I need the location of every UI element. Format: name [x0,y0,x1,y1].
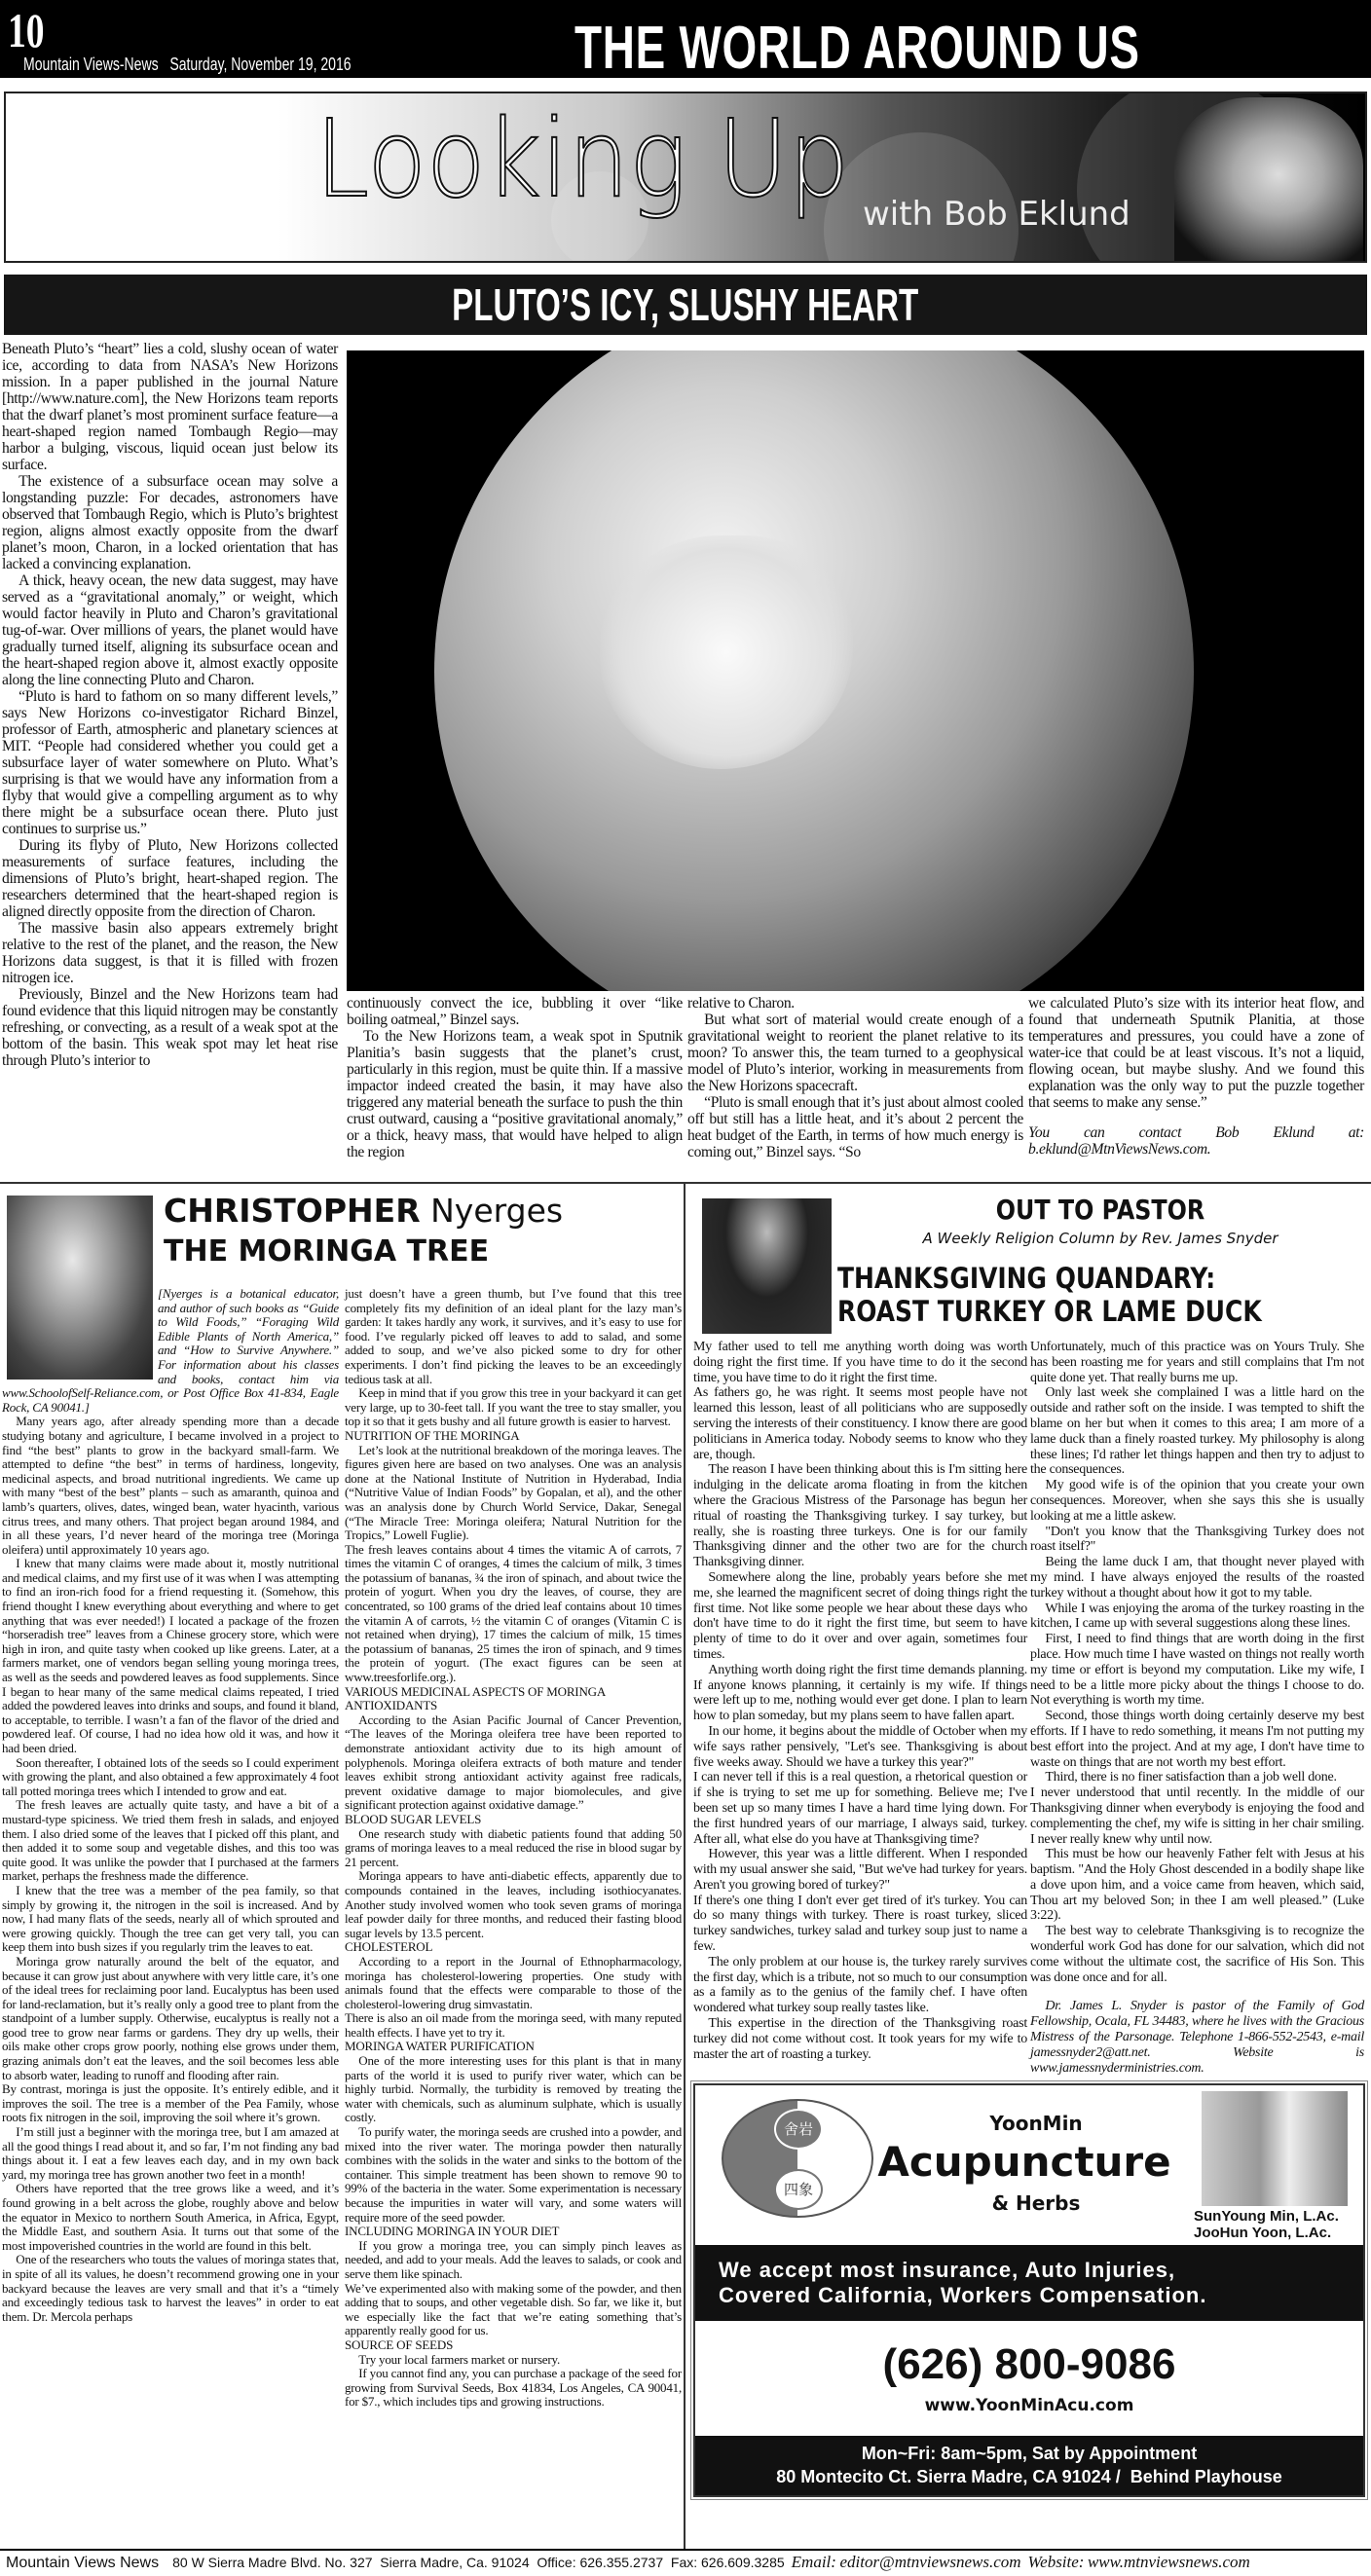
bio-end: , or Post Office Box 41-834, Eagle Rock, CA 90041.] [2,1385,339,1415]
looking-up-banner [4,92,1367,263]
footer-paper-name: Mountain Views News [6,2555,160,2571]
paragraph: we calculated Pluto’s size with its interior heat flow, and found that underneath Sputnik Planitia, at those temperatures and pressures, you could have a zone of water-ice that could be at least viscous. It’s not a liquid, flowing ocean, but maybe slushy. And we found this explanation was the only way to put the puzzle together that seems to make any sense.” [1028,995,1364,1111]
paragraph: There is also an oil made from the moringa seed, with many reputed health effects. I have yet to try it. [345,2010,682,2040]
banner-title: Looking Up [315,96,850,221]
pluto-column-3 [687,995,1023,1160]
paragraph: Beneath Pluto’s “heart” lies a cold, slushy ocean of water ice, according to data from NASA’s New Horizons mission. In a paper published in the journal Nature [http://www.nature.com], the New Horizons team reports that the dwarf planet’s most prominent surface feature—a heart-shaped region named Tombaugh Regio—may harbor a bulging, viscous, liquid ocean just below its surface. [2,341,338,473]
paragraph: By contrast, moringa is just the opposite. It’s entirely edible, and it improves the soil. The tree is a member of the Pea Family, whose roots fix nitrogen in the soil, improving the soil where it’s grown. [2,2081,339,2125]
paragraph: If you cannot find any, you can purchase a package of the seed for growing from Survival Seeds, Box 41834, Los Angeles, CA 90041, for $7., which includes tips and growing instructions. [345,2366,682,2410]
paragraph: To the New Horizons team, a weak spot in Sputnik Planitia’s basin suggests that the planet’s crust, particularly in this region, must be quite thin. If a massive impactor indeed created the basin, it may have also triggered any material beneath the surface to push the thin crust outward, causing a “positive gravitational anomaly,” or a thick, heavy mass, that would have helped to align the region [347,1028,683,1160]
banner-subtitle: with Bob Eklund [863,195,1130,234]
paragraph: The reason I have been thinking about this is I'm sitting here indulging in the delicate aroma floating in from the kitchen where the Gracious Mistress of the Parsonage has begun her ritual of roasting the Thanksgiving turkey. I say turkey, but really, she is roasting three turkeys. One is for our family Thanksgiving dinner and the other two are for the church Thanksgiving dinner. [693,1462,1027,1570]
author-byline [164,1192,563,1231]
ad-phone[interactable]: (626) 800-9086 [882,2340,1176,2389]
paragraph: “Pluto is hard to fathom on so many different levels,” says New Horizons co-investigator Richard Binzel, professor of Earth, atmospheric and planetary sciences at MIT. “People had considered whether you could get a subsurface layer of water somewhere on Pluto. What’s surprising is that we would have any information from a flyby that would give a compelling argument as to why there might be a subsurface ocean there. Pluto just continues to surprise us.” [2,688,338,837]
footer-website-label: Website: [1027,2553,1085,2571]
subheading: INCLUDING MORINGA IN YOUR DIET [345,2224,560,2239]
paragraph: The fresh leaves are actually quite tasty, and have a bit of a mustard-type spiciness. We tried them fresh in salads, and enjoyed them. I also dried some of the leaves that I picked off this plant, and then added it to some soup and vegetable dishes, and this too was quite good. It was unlike the powder that I purchased at the farmers market, perhaps the freshness made the difference. [2,1797,339,1884]
bio-text: [Nyerges is a botanical educator, and author of such books as “Guide to Wild Foods,” “Foraging Wild Edible Plants of North America,” and “How to Survive Anywhere.” For information about his classes and books, contact him via [158,1286,339,1386]
pluto-column-4 [1028,995,1364,1111]
ad-service-sub: & Herbs [991,2191,1081,2216]
paragraph: The existence of a subsurface ocean may solve a longstanding puzzle: For decades, astronomers have observed that Tombaugh Regio, which is Pluto’s brightest region, aligns almost exactly opposite from the dwarf planet’s moon, Charon, in a locked orientation that has lacked a convincing explanation. [2,473,338,572]
bio-link[interactable]: www.SchoolofSelf-Reliance.com [2,1385,161,1401]
paragraph: I can never tell if this is a real question, a rhetorical question or if she is trying to set me up for something. Believe me; I've been set up so many times I have a hard time lying down. For the first hundred years of our marriage, I always said, turkey. After all, what else do you have at Thanksgiving time? [693,1770,1027,1847]
acupuncture-ad [693,2083,1365,2497]
footer-email-label: Email: [791,2553,836,2571]
paragraph: If you grow a moringa tree, you can simply pinch leaves as needed, and add to your meals. Add the leaves to salads, or cook and serve them like spinach. [345,2237,682,2281]
author-first-name: CHRISTOPHER [164,1192,421,1230]
paragraph: Second, those things worth doing certainly deserve my best efforts. If I have to redo something, it means I'm not putting my best effort into the project. And at my age, I don't have time to waste on things that are not worth my best effort. [1030,1709,1364,1770]
paragraph: Anything worth doing right the first time demands planning. If anyone knows planning, it certainly is my wife. If things were left up to me, nothing would ever get done. I plan to learn how to plan someday, but my plans seem to have fallen apart. [693,1662,1027,1724]
section-divider [0,1182,1371,1184]
footer-address: 80 W Sierra Madre Blvd. No. 327 Sierra Madre, Ca. 91024 Office: 626.355.2737 Fax: 626.609.3285 [172,2555,785,2570]
paragraph: Being the lame duck I am, that thought never played with my mind. I have always enjoyed the results of the roasted turkey without a thought about how it got to my table. [1030,1555,1364,1601]
insurance-line-1: We accept most insurance, Auto Injuries, [719,2258,1176,2283]
paragraph: The only problem at our house is, the turkey rarely survives the first day, which is a tribute, not so much to our consumption as a family as to the genius of the family chef. I have often wondered what turkey soup really tastes like. [693,1954,1027,2016]
column-title: OUT TO PASTOR [995,1194,1205,1226]
paragraph: One research study with diabetic patients found that adding 50 grams of moringa leaves to a meal reduced the rise in blood sugar by 21 percent. [345,1825,682,1869]
page-header [0,0,1371,82]
paragraph: According to the Asian Pacific Journal of Cancer Prevention, “The leaves of the Moringa oleifera tree have been reported to demonstrate antioxidant activity due to its high amount of polyphenols. Moringa oleifera extracts of both mature and tender leaves exhibit strong antioxidant activity against free radicals, prevent oxidative damage to major biomolecules, and give significant protection against oxidative damage.” [345,1711,682,1813]
moringa-column-1 [2,1415,339,2324]
headline-line-2: ROAST TURKEY OR LAME DUCK [837,1295,1262,1328]
paragraph: relative to Charon. [687,995,795,1012]
practitioner-name: SunYoung Min, L.Ac. [1194,2208,1339,2226]
moringa-headline: THE MORINGA TREE [164,1234,490,1269]
masthead-date: Mountain Views-News Saturday, November 19, 2016 [23,55,352,74]
pastor-photo [702,1198,832,1334]
pastor-columns [693,1340,1365,2076]
paragraph: just doesn’t have a green thumb, but I’ve found that this tree completely fits my definition of an ideal plant for the lazy man’s garden: It takes hardly any work, it survives, and it’s easy to use for food. I’ve regularly picked off leaves to add to salad, and some added to soup, and we’ve also picked some to dry for other experiments. I don’t find picking the leaves to be an exceedingly tedious task at all. [345,1286,682,1386]
heart-region [600,535,853,769]
practitioner-name: JooHun Yoon, L.Ac. [1194,2225,1332,2242]
paragraph: Only last week she complained I was a little hard on the outside and rather soft on the inside. I was tempted to shift the blame on her but when it comes to this area; I am more of a lame duck than a finely roasted turkey. My philosophy is along these lines; I'd rather let things happen and then try to adjust to the consequences. [1030,1385,1364,1478]
paragraph: continuously convect the ice, bubbling it over “like boiling oatmeal,” Binzel says. [347,995,683,1028]
paragraph: One of the researchers who touts the values of moringa states that, in spite of all its values, he doesn’t recommend growing one in your backyard because the leaves are very small and that it’s a “timely and exceedingly tedious task to harvest the leaves” in order to eat them. Dr. Mercola perhaps [2,2252,340,2324]
pluto-column-2 [347,995,683,1160]
subheading: MORINGA WATER PURIFICATION [345,2039,535,2054]
page-footer [0,2549,1371,2575]
subheading: CHOLESTEROL [345,1939,433,1955]
paragraph: But what sort of material would create enough of a gravitational weight to reorient the planet relative to its moon? To answer this, the team turned to a geophysical model of Pluto’s interior, working in measurements from the New Horizons spacecraft. [687,1012,1023,1094]
pluto-photo [347,350,1364,991]
paragraph: I knew that the tree was a member of the pea family, so that simply by growing it, the nitrogen in the soil is increased. And by now, I had many flats of the seeds, nearly all of which sprouted and were growing quickly. Though the tree can get very tall, you can keep them into bush sizes if you regularly trim the leaves to eat. [2,1882,339,1955]
author-last-name: Nyerges [430,1192,564,1230]
paragraph: Third, there is no finer satisfaction than a job well done. [1045,1770,1337,1785]
paragraph: I’m still just a beginner with the moringa tree, but I am amazed at all the good things I read about it, and so far, I’m not finding any bad things about it. I eat a few leaves each day, and in my own back yard, my moringa tree has grown another two feet in a month! [2,2124,339,2182]
ad-service: Acupuncture [877,2138,1171,2187]
paragraph: This must be how our heavenly Father felt with Jesus at his baptism. "And the Holy Ghost descended in a bodily shape like a dove upon him, and a voice came from heaven, which said, Thou art my beloved Son; in thee I am well pleased.” (Luke 3:22). [1030,1847,1364,1924]
paragraph: Soon thereafter, I obtained lots of the seeds so I could experiment with growing the plant, and also obtained a few approximately 4 foot tall potted moringa trees which I intended to grow and eat. [2,1754,339,1798]
paragraph: The massive basin also appears extremely bright relative to the rest of the planet, and the reason, the New Horizons data suggest, is that it is filled with frozen nitrogen ice. [2,920,338,986]
ad-hours: Mon~Fri: 8am~5pm, Sat by Appointment [861,2444,1198,2464]
paragraph: Moringa grow naturally around the belt of the equator, and because it can grow just about anywhere with very little care, it’s one of the ideal trees for reclaiming poor land. Eucalyptus has been used for land-reclamation, but it’s really only a good tree to plant from the standpoint of a lumber supply. Otherwise, eucalyptus is really not a good tree to grow near farms or gardens. They dry up wells, their oils make other crops grow poorly, nothing else grows under them, grazing animals don’t eat the leaves, and the soil becomes less able to absorb water, leading to runoff and flooding after rain. [2,1953,339,2082]
photo-spacer [2,1287,158,1384]
subheading: BLOOD SUGAR LEVELS [345,1811,482,1826]
column-divider [684,1184,686,2549]
column-subtitle: A Weekly Religion Column by Rev. James Snyder [922,1230,1278,1247]
paragraph: "Don't you know that the Thanksgiving Turkey does not roast itself?" [1030,1524,1364,1555]
subheading: ANTIOXIDANTS [345,1698,438,1713]
paragraph: During its flyby of Pluto, New Horizons collected measurements of surface features, including the dimensions of Pluto’s bright, heart-shaped region. The researchers determined that the heart-shaped region is aligned directly opposite from the direction of Charon. [2,837,338,920]
subheading: SOURCE OF SEEDS [345,2337,454,2352]
practitioner-names [1194,2208,1339,2241]
paragraph: “Pluto is small enough that it’s just about almost cooled off but still has a little heat, and it’s about 2 percent the heat budget of the Earth, in terms of how much energy is coming out,” Binzel says. “So [687,1094,1024,1160]
paragraph: Somewhere along the line, probably years before she met me, she learned the magnificent secret of doing things right the first time. Not like some people we hear about these days who don't have time to do it right the first time, but seem to have plenty of time to do it over and over again, sometimes four times. [693,1569,1027,1662]
paragraph: While I was enjoying the aroma of the turkey roasting in the kitchen, I came up with several suggestions along these lines. [1030,1601,1364,1632]
paragraph: To purify water, the moringa seeds are crushed into a powder, and mixed into the river water. The moringa powder then naturally combines with the solids in the water and sinks to the bottom of the container. This simple treatment has been shown to remove 90 to 99% of the bacteria in the water. Some experimentation is necessary because the impurities in water will vary, and some waters will require more of the seed powder. [345,2124,682,2225]
footer-website[interactable]: www.mtnviewsnews.com [1087,2553,1250,2571]
paragraph: I knew that many claims were made about it, mostly nutritional and medical claims, and my first use of it was when I was attempting to find an iron-rich food for a friend requesting it. (Somehow, this friend thought I knew everything about everything and where to get anything that was ever needed!) I located a package of the frozen “horseradish tree” leaves from a Chinese grocery store, which were high in iron, and quite tasty when cooked up like greens. Later, at a farmers market, one of vendors began selling young moringa trees, as well as the seeds and powdered leaves as food supplements. Since I began to hear many of the same medical claims repeated, I tried added the powdered leaves into drinks and soups, and found it bland, to acceptable, to terrible. I wasn’t a fan of the flavor of the dried and powdered leaf. Of course, I had no idea how old it was, and how it had been dried. [2,1556,339,1755]
paragraph: My father used to tell me anything worth doing was worth doing right the first time. If you have time to do it the second time, you have time to do it right the first time. [693,1340,1027,1385]
ad-brand: YoonMin [989,2112,1083,2136]
paragraph: A thick, heavy ocean, the new data suggest, may have served as a “gravitational anomaly,” or weight, which would factor heavily in Pluto and Charon’s gravitational tug-of-war. Over millions of years, the planet would have gradually turned itself, aligning its subsurface ocean and the heart-shaped region above it, almost exactly opposite along the line connecting Pluto and Charon. [2,572,338,688]
pastor-column-2 [1030,1340,1364,1985]
paragraph: We’ve experimented also with making some of the powder, and then adding that to soups, and other vegetable dish. So far, we like it, but we especially like the fact that we’re eating something that’s apparently really good for us. [345,2280,682,2338]
footer-email[interactable]: editor@mtnviewsnews.com [839,2553,1021,2571]
headline-line-1: THANKSGIVING QUANDARY: [837,1262,1216,1295]
pastor-flow [693,1340,1365,2497]
paragraph: Previously, Binzel and the New Horizons team had found evidence that this liquid nitrogen may be constantly refreshing, or convecting, as a result of a weak spot at the bottom of the basin. This weak spot may let heat rise through Pluto’s interior to [2,986,338,1069]
paragraph: Moringa appears to have anti-diabetic effects, apparently due to compounds contained in the leaves, including isothiocyanates. Another study involved women who took seven grams of moringa leaf powder daily for three months, and reduced their fasting blood sugar levels by 13.5 percent. [345,1868,682,1940]
paragraph: Unfortunately, much of this practice was on Yours Truly. She has been roasting me for years and still complains that I'm not quite done yet. That really burns me up. [1030,1340,1364,1385]
pastor-column-1 [693,1340,1027,2062]
pastor-column-2-wrap [1030,1340,1364,2076]
paragraph: Keep in mind that if you grow this tree in your backyard it can get very large, up to 30-feet tall. If you want the tree to stay smaller, you top it so that it gets bushy and all future growth is easier to harvest. [345,1385,682,1429]
paragraph: First, I need to find things that are worth doing in the first place. How much time I have wasted on things not really worth my time or effort is beyond my computation. Like my wife, I need to be a little more picky about the things I choose to do. Not everything is worth my time. [1030,1632,1364,1709]
ad-website[interactable]: www.YoonMinAcu.com [924,2396,1134,2416]
pluto-column-1 [2,341,338,1069]
paragraph: In our home, it begins about the middle of October when my wife says rather pensively, "Let's see. Thanksgiving is about five weeks away. Should we have a turkey this year?" [693,1723,1027,1770]
paragraph: Try your local farmers market or nursery. [358,2351,561,2367]
hours-band [695,2436,1363,2495]
page-number: 10 [8,3,45,57]
paragraph: According to a report in the Journal of Ethnopharmacology, moringa has cholesterol-lowering properties. One study with animals found that the effects were comparable to those of the cholesterol-lowering drug simvastatin. [345,1953,682,2011]
article-headline: PLUTO’S ICY, SLUSHY HEART [452,279,919,330]
paragraph: However, this year was a little different. When I responded with my usual answer she said, "But we've had turkey for years. Aren't you growing bored of turkey?" [693,1847,1027,1893]
author-portrait [1174,97,1363,263]
pluto-column-4-wrap [1028,995,1364,1158]
insurance-line-2: Covered California, Workers Compensation. [719,2283,1207,2308]
author-contact: You can contact Bob Eklund at: b.eklund@MtnViewsNews.com. [1028,1124,1364,1158]
subheading: NUTRITION OF THE MORINGA [345,1427,520,1443]
section-title: THE WORLD AROUND US [574,15,1140,82]
subheading: VARIOUS MEDICINAL ASPECTS OF MORINGA [345,1683,607,1699]
paragraph: If there's one thing I don't ever get tired of it's turkey. You can do so many things with turkey. There is roast turkey, sliced turkey sandwiches, turkey salad and turkey soup just to name a few. [693,1893,1027,1955]
insurance-band [695,2245,1363,2321]
practitioners-photo [1202,2091,1348,2206]
pastor-headline [837,1262,1262,1328]
paragraph: I never understood that until recently. In the middle of our Thanksgiving dinner when everybody is enjoying the food and complementing the chef, my wife is sitting in her chair smiling. I never really knew why until now. [1030,1785,1364,1847]
logo-chars-top: 舍岩 [774,2109,823,2150]
moringa-column-2 [345,1287,682,2410]
paragraph: This expertise in the direction of the Thanksgiving roast turkey did not come without cost. It took years for my wife to master the art of roasting a turkey. [693,2016,1027,2062]
paragraph: As fathers go, he was right. It seems most people have not learned this lesson, least of all politicians who are supposedly serving the interests of their constituency. I know there are good politicians in America today. Nobody seems to know who they are, though. [693,1385,1027,1462]
pluto-planet-image [434,350,1194,991]
moringa-left-flow [2,1287,339,2324]
headline-bar [4,275,1367,335]
pastor-bio: Dr. James L. Snyder is pastor of the Family of God Fellowship, Ocala, FL 34483, where he lives with the Gracious Mistress of the Parsonage. Telephone 1-866-552-2543, e-mail jamessnyder2@att.net. Website is www.jamessnyderministries.com. [1030,1999,1364,2076]
logo-chars-bottom: 四象 [774,2169,823,2210]
yin-yang-logo [722,2099,873,2218]
paragraph: The best way to celebrate Thanksgiving is to recognize the wonderful work God has done for our salvation, which did not come without the ultimate cost, the sacrifice of His Son. This was done once and for all. [1030,1924,1364,1985]
paragraph: Let’s look at the nutritional breakdown of the moringa leaves. The figures given here are based on two analyses. One was an analysis done at the National Institute of Nutrition in Hyderabad, India (“Nutritive Value of Indian Foods” by Gopalan, et al), and the other was an analysis done by Church World Service, Dakar, Senegal (“The Miracle Tree: Moringa oleifera; Natural Nutrition for the Tropics,” Lowell Fuglie). [345,1442,682,1543]
paragraph: Many years ago, after already spending more than a decade studying botany and agriculture, I became involved in a project to find “the best” plants to grow in the backyard small-farm. We attempted to define “the best” in terms of hardiness, longevity, medicinal aspects, and broad nutritional ingredients. We came up with many “best of the best” plants – such as amaranth, quinoa and lamb’s quarters, olives, dates, winged bean, water hyacinth, various citrus trees, and many others. That project began around 1984, and in all these years, I’d never heard of the moringa tree (Moringa oleifera) until approximately 10 years ago. [2,1414,339,1557]
paragraph: The fresh leaves contains about 4 times the vitamic A of carrots, 7 times the vitamin C of oranges, 4 times the calcium of milk, 3 times the potassium of bananas, ¾ the iron of spinach, and about twice the protein of yogurt. When you dry the leaves, of course, they are concentrated, so 100 grams of the dried leaf contains about 10 times the vitamin A of carrots, ½ the vitamin C of oranges (Vitamin C is not retained when drying), 17 times the calcium of milk, 15 times the potassium of bananas, 25 times the iron of spinach, and 9 times the protein of yogurt. (The exact figures can be seen at www.treesforlife.org.). [345,1541,682,1685]
paragraph: My good wife is of the opinion that you create your own consequences. Moreover, when she says this she is usually looking at me a little askew. [1030,1478,1364,1524]
paragraph: Others have reported that the tree grows like a weed, and it’s found growing in a belt across the globe, roughly above and below the equator in Mexico to northern South America, in Africa, Egypt, the Middle East, and southern Asia. It turns out that some of the most impoverished countries in the world are found in this belt. [2,2181,339,2253]
ad-address: 80 Montecito Ct. Sierra Madre, CA 91024 / Behind Playhouse [776,2467,1282,2487]
paragraph: One of the more interesting uses for this plant is that in many parts of the world it is used to purify river water, which can be highly turbid. Normally, the turbidity is removed by treating the water with chemicals, such as aluminum sulphate, which is usually costly. [345,2053,682,2125]
